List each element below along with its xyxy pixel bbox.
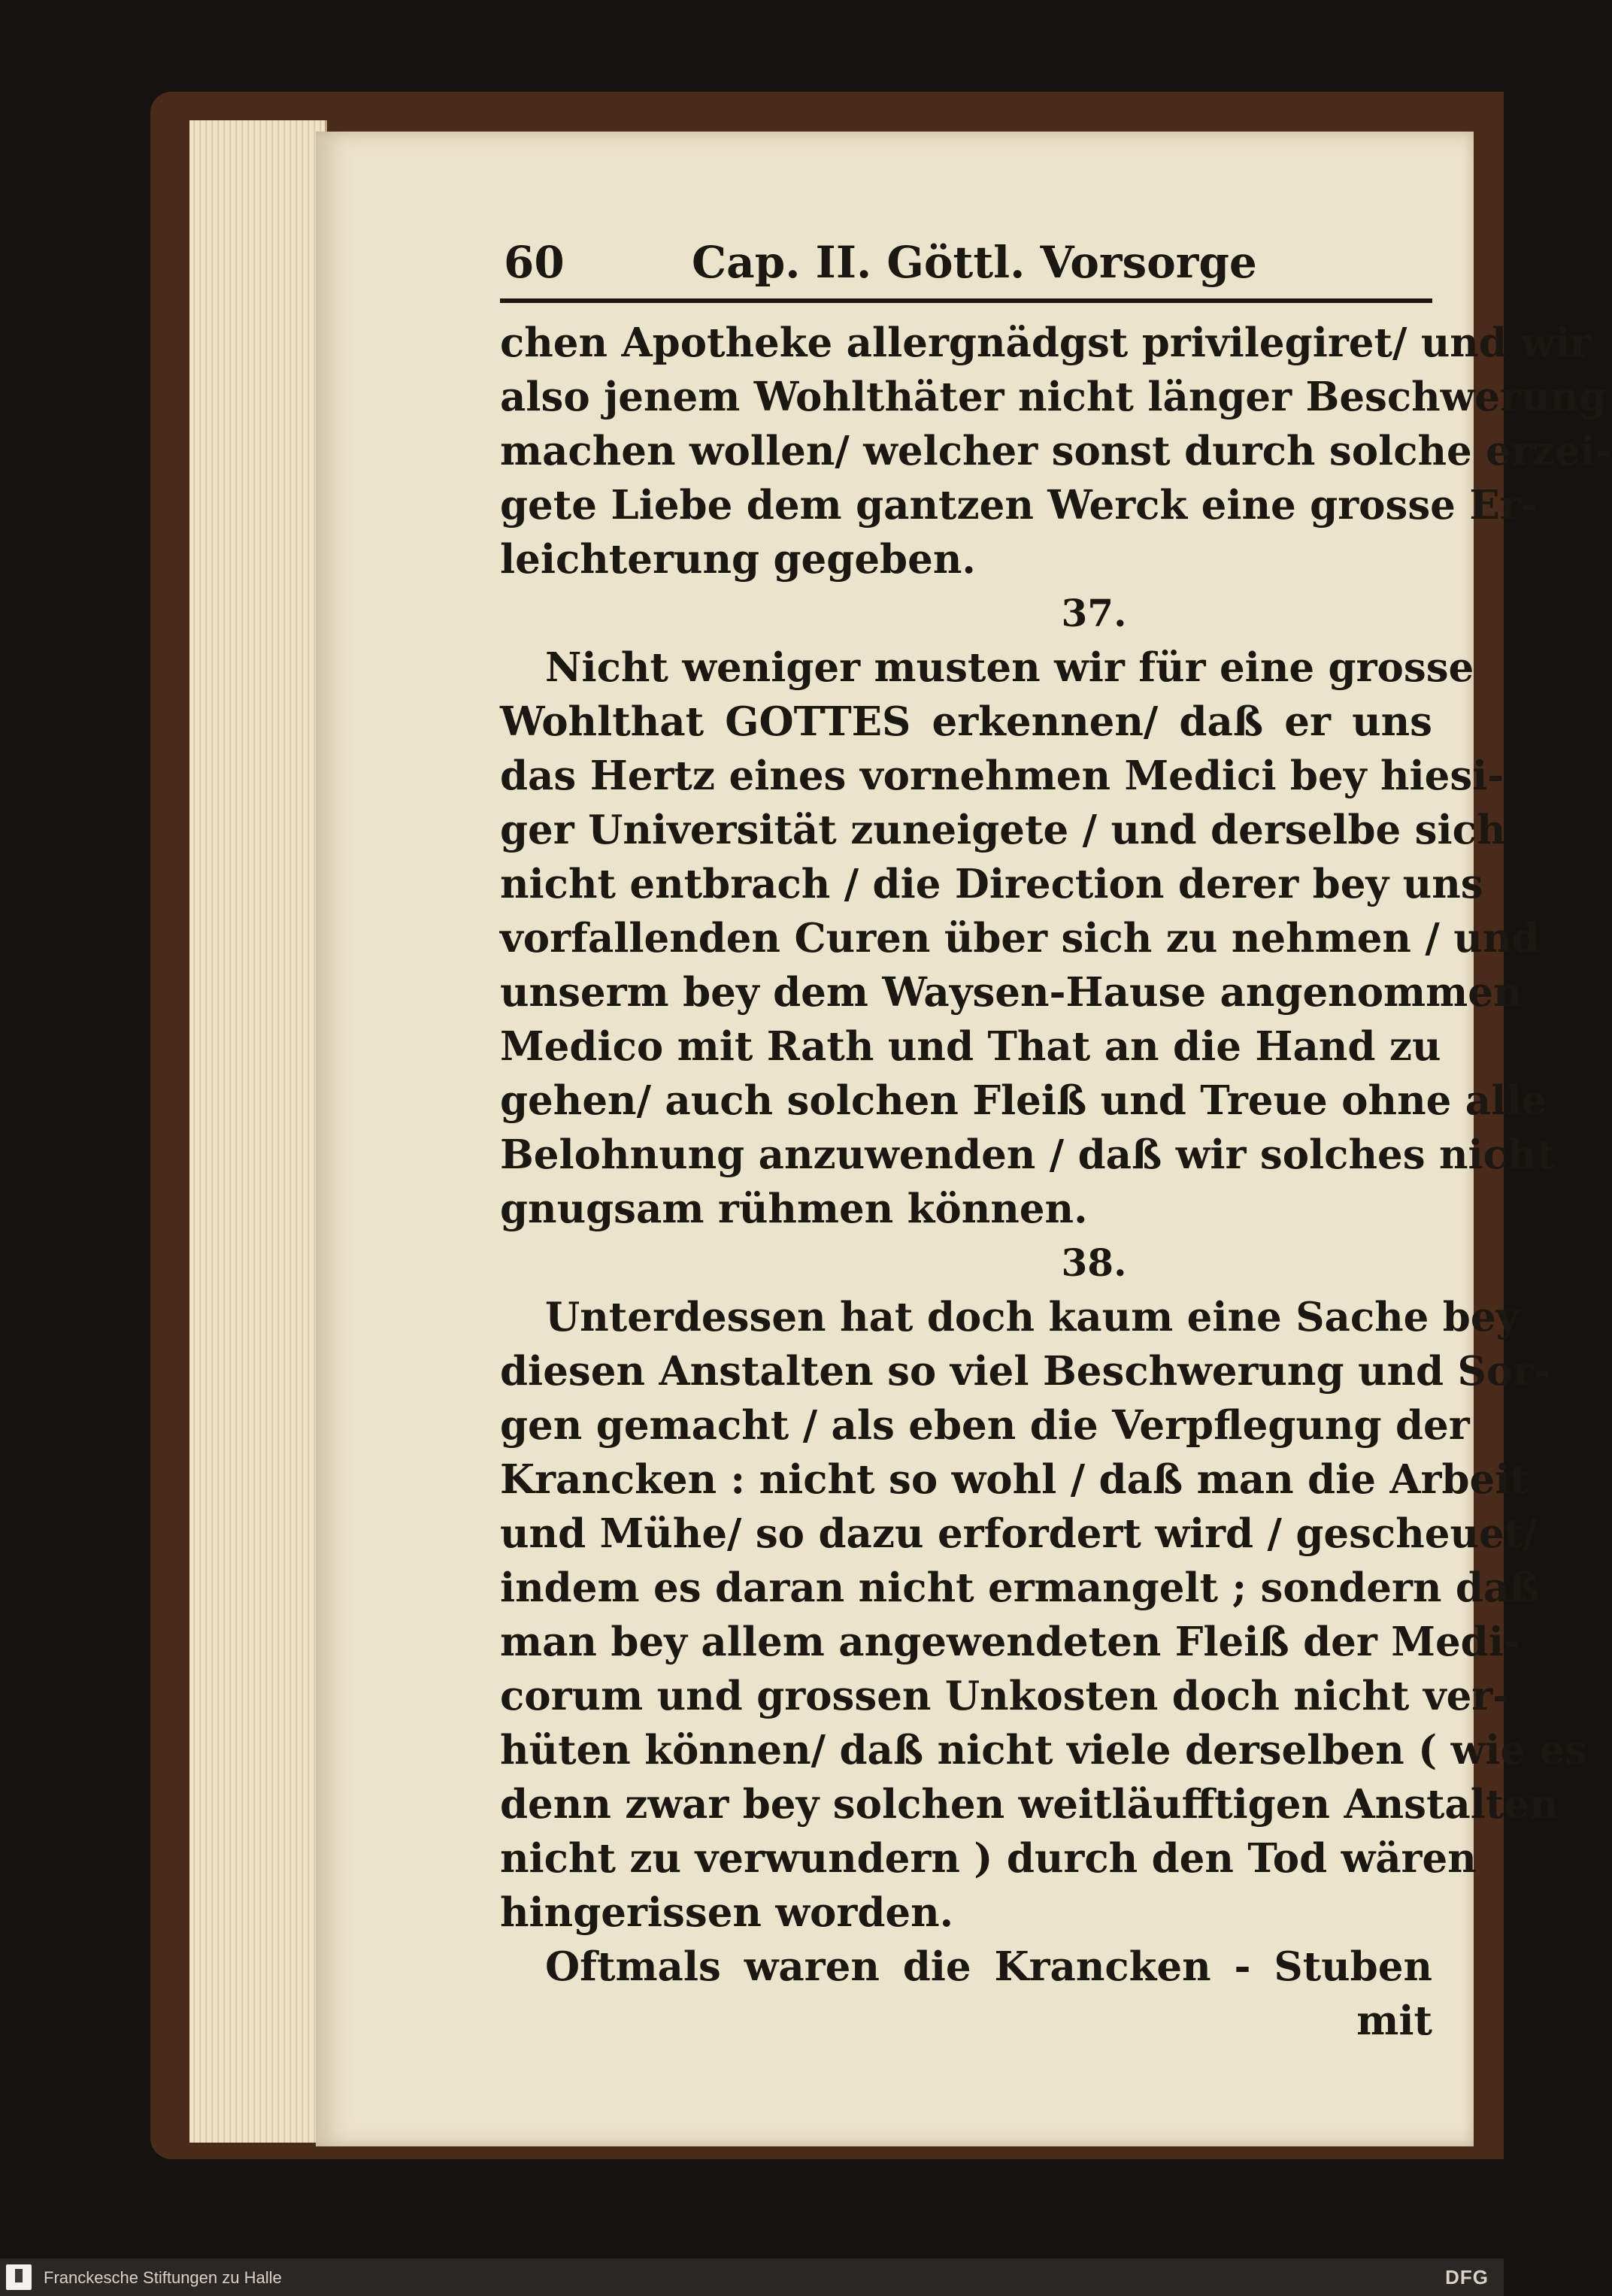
- text-line: gnugsam rühmen können.: [500, 1186, 1088, 1232]
- text-line: das Hertz eines vornehmen Medici bey hiesi-: [500, 753, 1504, 799]
- running-head: Cap. II. Göttl. Vorsorge: [692, 237, 1257, 288]
- text-line: leichterung gegeben.: [500, 536, 976, 583]
- text-line: indem es daran nicht ermangelt ; sondern daß: [500, 1564, 1540, 1611]
- text-line: man bey allem angewendeten Fleiß der Medi-: [500, 1619, 1520, 1665]
- text-line: Krancken : nicht so wohl / daß man die Arbeit: [500, 1456, 1529, 1503]
- body-text: [500, 316, 1612, 2048]
- text-line: nicht entbrach / die Direction derer bey uns: [500, 861, 1483, 907]
- paragraph-number-38: 38.: [1061, 1240, 1127, 1285]
- text-line: und Mühe/ so dazu erfordert wird / gescheuet/: [500, 1510, 1538, 1557]
- text-line: unserm bey dem Waysen-Hause angenommen: [500, 969, 1523, 1016]
- text-line: denn zwar bey solchen weitläufftigen Anstalten: [500, 1781, 1559, 1828]
- paragraph-number-37: 37.: [1061, 591, 1127, 635]
- institution-logo-icon: [6, 2264, 32, 2290]
- header-rule: [500, 298, 1432, 303]
- text-line: gen gemacht / als eben die Verpflegung der: [500, 1402, 1470, 1449]
- text-line: diesen Anstalten so viel Beschwerung und Sor-: [500, 1348, 1551, 1395]
- text-line: gete Liebe dem gantzen Werck eine grosse Er-: [500, 482, 1538, 529]
- page-header: [504, 229, 1429, 297]
- text-line: corum und grossen Unkosten doch nicht ver-: [500, 1673, 1510, 1719]
- text-line: machen wollen/ welcher sonst durch solche erzei-: [500, 428, 1612, 474]
- text-line: also jenem Wohlthäter nicht länger Beschwerung: [500, 374, 1607, 420]
- text-line: chen Apotheke allergnädgst privilegiret/ und wir: [500, 320, 1592, 366]
- page-number: 60: [504, 237, 565, 288]
- text-line: vorfallenden Curen über sich zu nehmen / und: [500, 915, 1540, 962]
- institution-name: Franckesche Stiftungen zu Halle: [44, 2268, 282, 2287]
- text-line: Unterdessen hat doch kaum eine Sache bey: [545, 1294, 1520, 1340]
- text-line: Wohlthat GOTTES erkennen/ daß er uns: [500, 698, 1432, 745]
- dfg-logo: DFG: [1445, 2266, 1489, 2288]
- viewer-footer: [0, 2258, 1504, 2296]
- text-line: Nicht weniger musten wir für eine grosse: [545, 644, 1474, 691]
- text-line: Medico mit Rath und That an die Hand zu: [500, 1023, 1441, 1070]
- text-line: hingerissen worden.: [500, 1889, 954, 1936]
- text-line: Oftmals waren die Krancken - Stuben: [545, 1943, 1432, 1990]
- text-line: ger Universität zuneigete / und derselbe sich: [500, 807, 1506, 853]
- page-edges: [189, 120, 327, 2143]
- book-page: [316, 132, 1612, 2146]
- text-line: gehen/ auch solchen Fleiß und Treue ohne alle: [500, 1077, 1547, 1124]
- text-line: Belohnung anzuwenden / daß wir solches nicht: [500, 1131, 1555, 1178]
- text-line: hüten können/ daß nicht viele derselben ( wie es: [500, 1727, 1588, 1773]
- catchword: mit: [1356, 1998, 1432, 2044]
- text-line: nicht zu verwundern ) durch den Tod wären: [500, 1835, 1477, 1882]
